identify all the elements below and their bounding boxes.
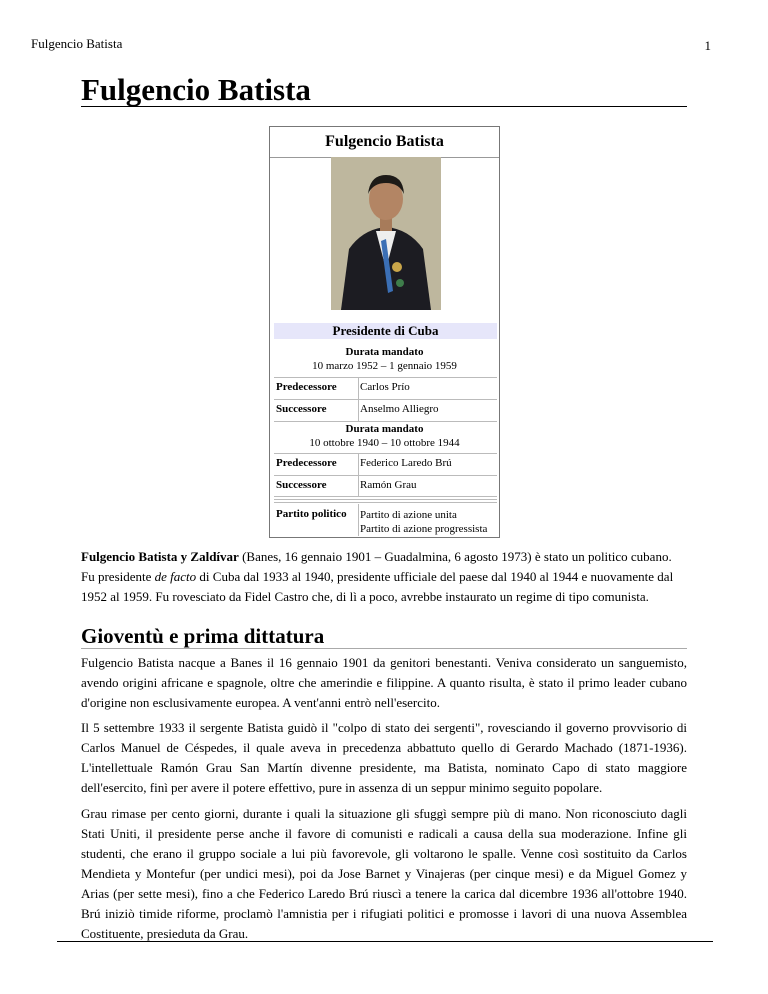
body-paragraph: Fulgencio Batista nacque a Banes il 16 gennaio 1901 da genitori benestanti. Veniva considerato un sanguemisto, avendo origini africane e spagnole, oltre che amerindie e filippine. A quanto risulta, è stato il primo leader cubano d'origine non esclusivamente europea. A vent'anni entrò nell'esercito. [81, 655, 687, 710]
page-number: 1 [704, 38, 711, 53]
portrait-image[interactable] [331, 157, 441, 310]
lead-paragraph [81, 547, 687, 607]
body-paragraph: Grau rimase per cento giorni, durante i quali la situazione gli sfuggì sempre più di mano. Non riconosciuto dagli Stati Uniti, il presidente perse anche il favore di comunisti e radicali a causa della sua moderazione. Infine gli studenti, che erano il gruppo sociale a lui più favorevole, gli voltarono le spalle. Venne così sostituito da Carlos Mendieta y Montefur (per undici mesi), poi da Jose Barnet y Vinajeras (per cinque mesi) e da Miguel Gomez y Arias (per sette mesi), fino a che Federico Laredo Brú riuscì a tenere la carica dal dicembre 1936 all'ottobre 1940. Brú iniziò timide riforme, proclamò l'amnistia per i rifugiati politici e promosse i lavori di una nuova Assemblea Costituente, presieduta da Grau. [81, 806, 687, 941]
predecessor-value[interactable]: Carlos Prío [360, 381, 410, 393]
lead-text: (Banes, 16 gennaio 1901 – Guadalmina, 6 agosto 1973) è stato un politico cubano. Fu presidente [81, 549, 672, 584]
lead-text: di Cuba dal 1933 al 1940, presidente ufficiale del paese dal 1940 al 1944 e nuovamente dal 1952 al 1959. Fu rovesciato da Fidel Castro che, di lì a poco, avrebbe instaurato un regime di tipo comunista. [81, 569, 674, 604]
body-paragraph: Il 5 settembre 1933 il sergente Batista guidò il "colpo di stato dei sergenti", rovesciando il governo provvisorio di Carlos Manuel de Céspedes, il quale aveva in precedenza abbattuto quello di Gerardo Machado (1871-1936). L'intellettuale Ramón Grau San Martín divenne presidente, ma Batista, nominato Capo di stato maggiore dell'esercito, finì per avere il potere effettivo, pure in assenza di un seppur minimo seguito popolare. [81, 720, 687, 795]
infobox [269, 126, 500, 538]
term1-label: Durata mandato [345, 346, 424, 358]
page-title: Fulgencio Batista [81, 72, 311, 107]
party-value[interactable]: Partito di azione unita [360, 509, 457, 521]
infobox-column-divider [358, 504, 359, 536]
infobox-title: Fulgencio Batista [325, 133, 444, 150]
infobox-office-heading: Presidente di Cuba [274, 323, 497, 339]
successor-label: Successore [276, 403, 327, 415]
term2-block [270, 422, 499, 450]
infobox-column-divider [358, 377, 359, 421]
party-values [360, 508, 487, 536]
term1-block [270, 345, 499, 373]
lead-italic: de facto [154, 569, 197, 584]
infobox-column-divider [358, 453, 359, 496]
term2-predecessor-row [274, 453, 497, 473]
successor-label: Successore [276, 479, 327, 491]
subject-name: Fulgencio Batista y Zaldívar [81, 549, 239, 564]
portrait-figure [331, 157, 441, 310]
term2-label: Durata mandato [345, 423, 424, 435]
term1-successor-row [274, 399, 497, 419]
infobox-divider [274, 502, 497, 503]
predecessor-value[interactable]: Federico Laredo Brú [360, 457, 452, 469]
title-underline [81, 106, 687, 107]
section-heading: Gioventù e prima dittatura [81, 624, 325, 648]
party-row [274, 504, 497, 536]
running-header-title: Fulgencio Batista [31, 36, 123, 51]
section-heading-underline [81, 648, 687, 649]
infobox-divider [274, 496, 497, 497]
term1-dates: 10 marzo 1952 – 1 gennaio 1959 [312, 360, 457, 372]
party-value[interactable]: Partito di azione progressista [360, 523, 488, 535]
predecessor-label: Predecessore [276, 457, 337, 469]
term1-predecessor-row [274, 377, 497, 397]
footer-rule [57, 941, 713, 942]
successor-value[interactable]: Anselmo Alliegro [360, 403, 439, 415]
term2-dates: 10 ottobre 1940 – 10 ottobre 1944 [309, 437, 460, 449]
party-label: Partito politico [276, 508, 347, 520]
successor-value[interactable]: Ramón Grau [360, 479, 417, 491]
term2-successor-row [274, 475, 497, 495]
infobox-divider [274, 499, 497, 500]
predecessor-label: Predecessore [276, 381, 337, 393]
